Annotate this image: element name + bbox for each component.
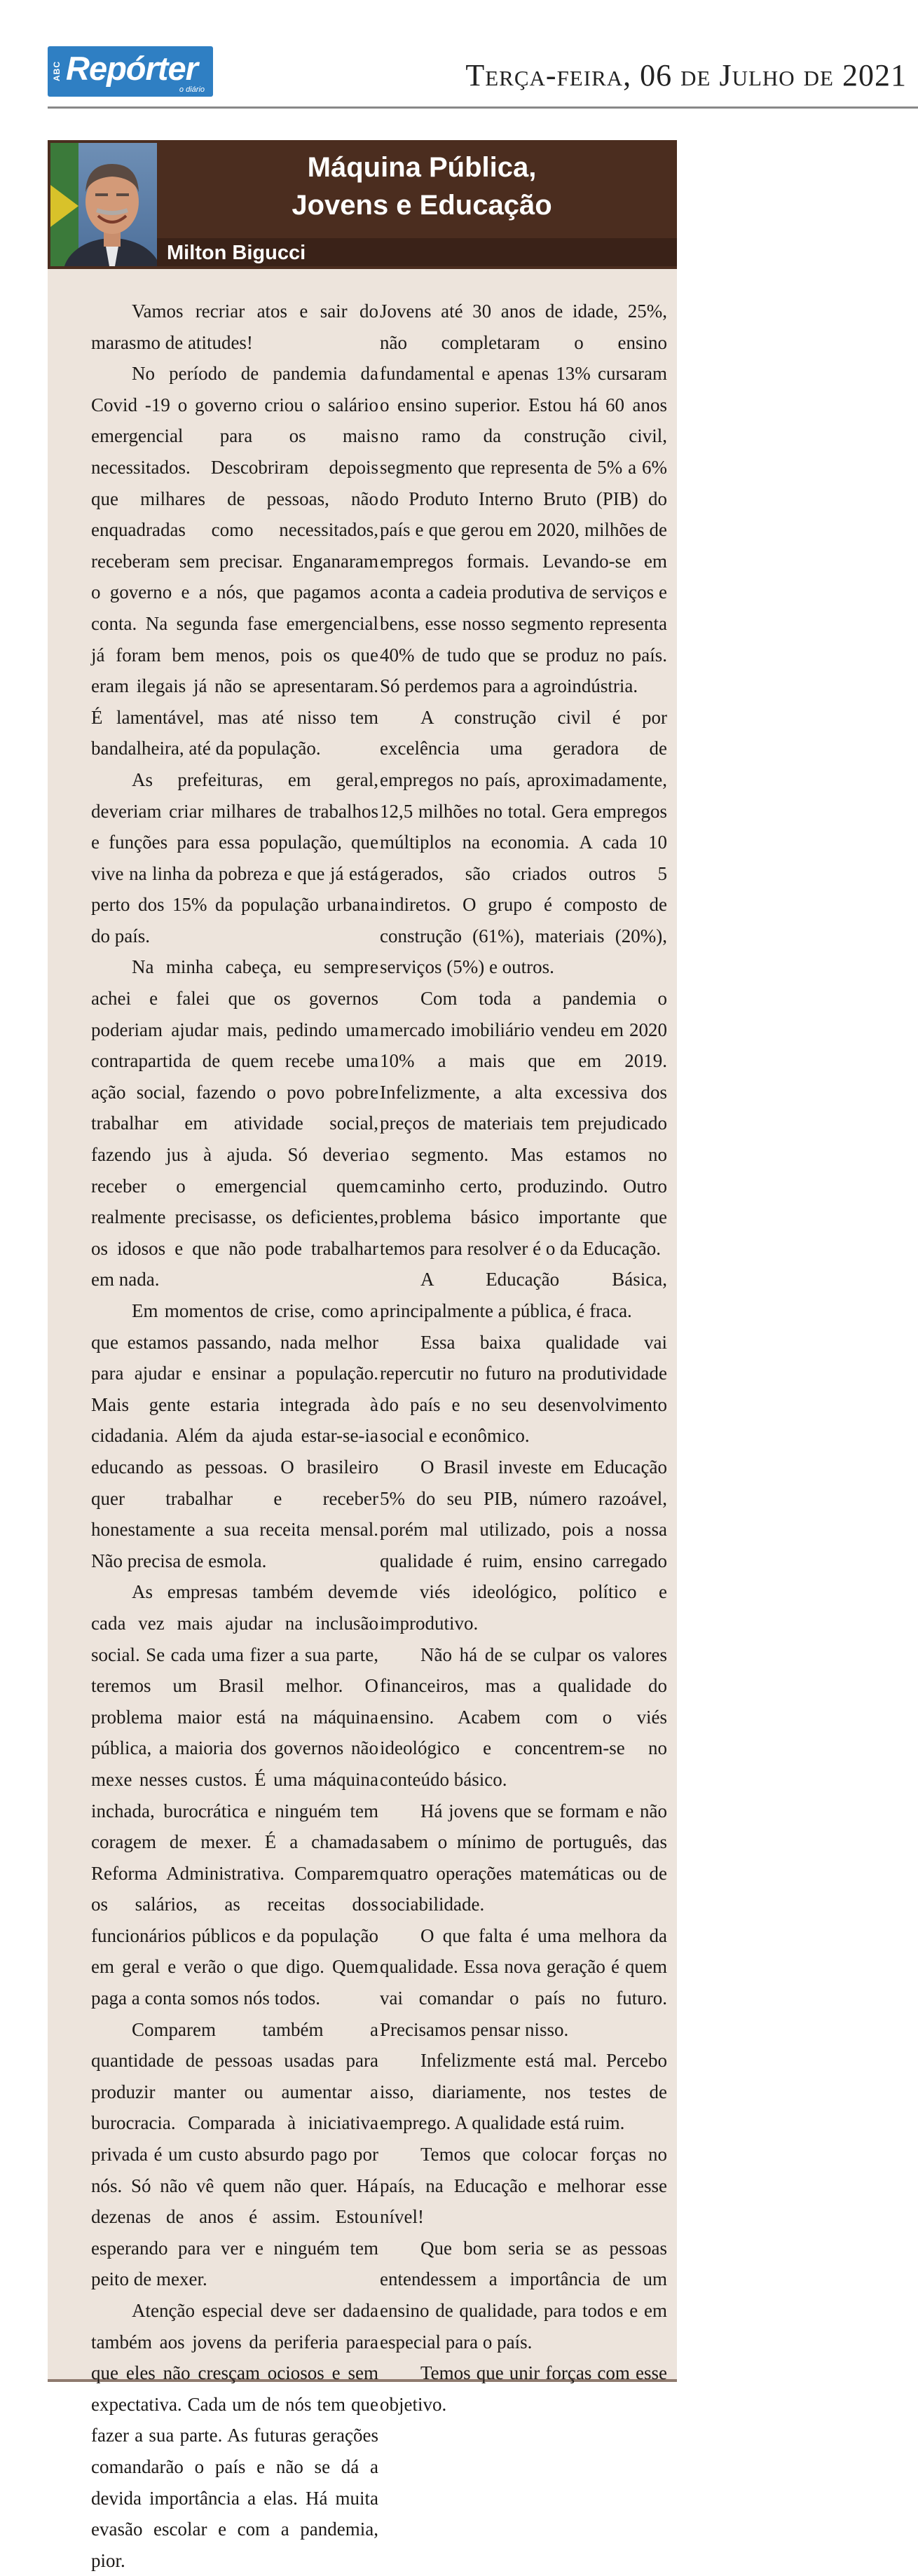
article-body — [48, 269, 677, 2571]
paragraph: Que bom seria se as pessoas entendessem a importância de um ensino de qualidade, para todos e em especial para o país. — [380, 2237, 667, 2353]
paragraph: Atenção especial deve ser dada também aos jovens da periferia para que eles não cresçam ociosos e sem expectativa. Cada um de nós tem que fazer a sua parte. As futuras gerações comandarão o país e não se dá a devida importância a elas. Há muita evasão escolar e com a pandemia, pior. — [91, 2300, 378, 2571]
paragraph: Vamos recriar atos e sair do marasmo de atitudes! — [91, 301, 378, 353]
paragraph: O que falta é uma melhora da qualidade. Essa nova geração é quem vai comandar o país no futuro. Precisamos pensar nisso. — [380, 1924, 667, 2040]
paragraph: As empresas também devem cada vez mais ajudar na inclusão social. Se cada uma fizer a sua parte, teremos um Brasil melhor. O problema maior está na máquina pública, a maioria dos governos não mexe nesses custos. É uma máquina inchada, burocrática e ninguém tem coragem de mexer. É a chamada Reforma Administrativa. Comparem os salários, as receitas dos funcionários públicos e da população em geral e verão o que digo. Quem paga a conta somos nós todos. — [91, 1581, 378, 2009]
logo-subtitle: o diário — [179, 85, 205, 94]
paragraph: No período de pandemia da Covid -19 o governo criou o salário emergencial para os mais necessitados. Descobriram depois que milhares de pessoas, não enquadradas como necessitados, receberam sem precisar. Enganaram o governo e a nós, que pagamos a conta. Na segunda fase emergencial já foram bem menos, pois os que eram ilegais já não se apresentaram. É lamentável, mas até nisso tem bandalheira, até da população. — [91, 363, 378, 759]
paragraph: Com toda a pandemia o mercado imobiliário vendeu em 2020 10% a mais que em 2019. Infelizmente, a alta excessiva dos preços de materiais tem prejudicado o segmento. Mas estamos no caminho certo, produzindo. Outro problema básico importante que temos para resolver é o da Educação. — [380, 988, 667, 1259]
paragraph: Temos que colocar forças no país, na Educação e melhorar esse nível! — [380, 2144, 667, 2228]
article-title-line-1: Máquina Pública, — [307, 152, 537, 183]
author-photo — [50, 143, 157, 266]
paragraph: Infelizmente está mal. Percebo isso, diariamente, nos testes de emprego. A qualidade está ruim. — [380, 2050, 667, 2134]
paragraph: Em momentos de crise, como a que estamos passando, nada melhor para ajudar e ensinar a população. Mais gente estaria integrada à cidadania. Além da ajuda estar-se-ia educando as pessoas. O brasileiro quer trabalhar e receber honestamente a sua receita mensal. Não precisa de esmola. — [91, 1300, 378, 1571]
author-portrait-icon — [50, 143, 157, 266]
paragraph: Temos que unir forças com esse objetivo. — [380, 2362, 667, 2415]
paragraph: Comparem também a quantidade de pessoas usadas para produzir manter ou aumentar a burocracia. Comparada à iniciativa privada é um custo absurdo pago por nós. Só não vê quem não quer. Há dezenas de anos é assim. Estou esperando para ver e ninguém tem peito de mexer. — [91, 2018, 378, 2290]
article-title — [167, 149, 677, 224]
paragraph: Não há de se culpar os valores financeiros, mas a qualidade do ensino. Acabem com o viés ideológico e concentrem-se no conteúdo básico. — [380, 1644, 667, 1790]
paragraph: Na minha cabeça, eu sempre achei e falei que os governos poderiam ajudar mais, pedindo uma contrapartida de quem recebe uma ação social, fazendo o povo pobre trabalhar em atividade social, fazendo jus à ajuda. Só deveria receber o emergencial quem realmente precisasse, os deficientes, os idosos e que não pode trabalhar em nada. — [91, 956, 378, 1290]
masthead-divider — [48, 106, 918, 109]
paragraph: Jovens até 30 anos de idade, 25%, não completaram o ensino fundamental e apenas 13% cursaram o ensino superior. Estou há 60 anos no ramo da construção civil, segmento que representa de 5% a 6% do Produto Interno Bruto (PIB) do país e que gerou em 2020, milhões de empregos formais. Levando-se em conta a cadeia produtiva de serviços e bens, esse nosso segmento representa 40% de tudo que se produz no país. Só perdemos para a agroindústria. — [380, 301, 667, 697]
paragraph: O Brasil investe em Educação 5% do seu PIB, número razoável, porém mal utilizado, pois a nossa qualidade é ruim, ensino carregado de viés ideológico, político e improdutivo. — [380, 1456, 667, 1634]
article-header — [48, 140, 677, 269]
logo-name: Repórter — [66, 50, 198, 87]
author-name: Milton Bigucci — [167, 242, 306, 264]
paragraph: A construção civil é por excelência uma geradora de empregos no país, aproximadamente, 12,5 milhões no total. Gera empregos múltiplos na economia. A cada 10 gerados, são criados outros 5 indiretos. O grupo é composto de construção (61%), materiais (20%), serviços (5%) e outros. — [380, 706, 667, 978]
article-column-1 — [91, 296, 378, 2576]
article-title-line-2: Jovens e Educação — [292, 190, 552, 221]
paragraph: As prefeituras, em geral, deveriam criar milhares de trabalhos e funções para essa população, que vive na linha da pobreza e que já está perto dos 15% da população urbana do país. — [91, 769, 378, 946]
newspaper-logo — [48, 46, 213, 97]
logo-prefix: ABC — [52, 61, 62, 82]
paragraph: A Educação Básica, principalmente a pública, é fraca. — [380, 1269, 667, 1321]
article-column-2 — [380, 296, 667, 2420]
paragraph: Há jovens que se formam e não sabem o mínimo de português, das quatro operações matemáticas ou de sociabilidade. — [380, 1800, 667, 1915]
paragraph: Essa baixa qualidade vai repercutir no futuro na produtividade do país e no seu desenvolvimento social e econômico. — [380, 1331, 667, 1447]
publication-date: Terça-feira, 06 de Julho de 2021 — [465, 58, 907, 92]
